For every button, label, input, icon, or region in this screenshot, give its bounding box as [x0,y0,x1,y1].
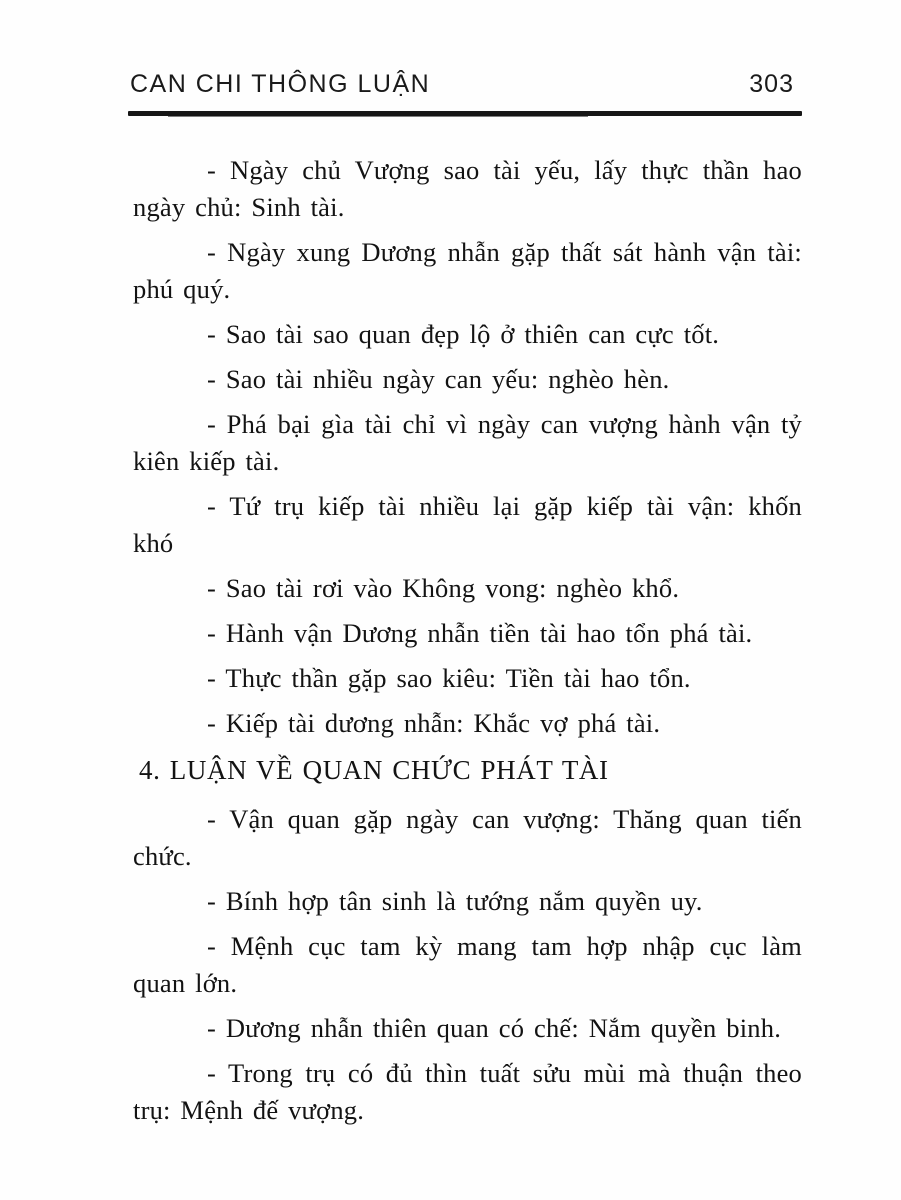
running-title: CAN CHI THÔNG LUẬN [130,70,431,98]
paragraph: - Tứ trụ kiếp tài nhiều lại gặp kiếp tài vận: khốn khó [133,491,802,558]
paragraph: - Kiếp tài dương nhẫn: Khắc vợ phá tài. [207,708,661,738]
paragraph: - Vận quan gặp ngày can vượng: Thăng quan tiến chức. [133,804,802,871]
paragraph: - Mệnh cục tam kỳ mang tam hợp nhập cục làm quan lớn. [133,931,802,998]
page-header [130,70,802,99]
paragraph: - Ngày xung Dương nhẫn gặp thất sát hành vận tài: phú quý. [133,237,802,304]
paragraph: - Hành vận Dương nhẫn tiền tài hao tổn phá tài. [207,618,753,648]
paragraph: - Bính hợp tân sinh là tướng nắm quyền uy. [207,886,703,916]
paragraph: - Sao tài sao quan đẹp lộ ở thiên can cực tốt. [207,319,720,349]
section-heading: 4. LUẬN VỀ QUAN CHỨC PHÁT TÀI [139,755,609,785]
paragraph: - Thực thần gặp sao kiêu: Tiền tài hao tổn. [207,663,691,693]
paragraph: - Sao tài rơi vào Không vong: nghèo khổ. [207,573,680,603]
paragraph: - Ngày chủ Vượng sao tài yếu, lấy thực thần hao ngày chủ: Sinh tài. [133,155,802,222]
page-body [133,152,802,1137]
header-divider-rule [128,111,802,116]
paragraph: - Sao tài nhiều ngày can yếu: nghèo hèn. [207,364,670,394]
page-number: 303 [749,70,794,98]
paragraph: - Phá bại gìa tài chỉ vì ngày can vượng hành vận tỷ kiên kiếp tài. [133,409,802,476]
paragraph: - Dương nhẫn thiên quan có chế: Nắm quyền binh. [207,1013,782,1043]
paragraph: - Trong trụ có đủ thìn tuất sửu mùi mà thuận theo trụ: Mệnh đế vượng. [133,1058,802,1125]
